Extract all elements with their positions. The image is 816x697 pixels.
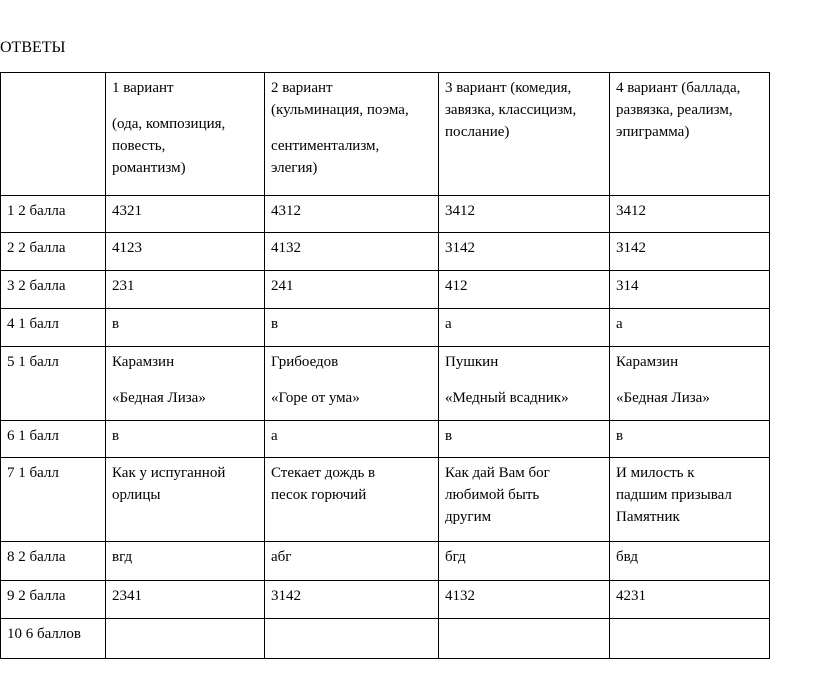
answer-cell — [265, 233, 439, 271]
answer-line: в — [271, 316, 279, 332]
answer-cell — [610, 196, 770, 233]
answer-cell — [439, 347, 610, 421]
row-label: 7 1 балл — [1, 458, 106, 542]
answer-line: 4321 — [112, 203, 142, 219]
answer-line: бвд — [616, 549, 638, 565]
answer-cell — [610, 271, 770, 309]
answer-cell — [610, 309, 770, 347]
answer-cell — [610, 421, 770, 458]
table-row — [1, 233, 770, 271]
answer-cell — [106, 581, 265, 619]
table-row — [1, 347, 770, 421]
answer-cell — [265, 458, 439, 542]
answer-line: любимой быть — [445, 487, 540, 503]
answer-line: в — [112, 428, 120, 444]
header-row — [1, 73, 770, 196]
answer-cell — [610, 458, 770, 542]
answer-line: 3142 — [271, 588, 301, 604]
answer-line: 3412 — [616, 203, 646, 219]
row-label: 2 2 балла — [1, 233, 106, 271]
variant-detail: романтизм) — [112, 160, 186, 176]
variant-detail: (кульминация, поэма, — [271, 102, 409, 118]
answer-cell — [439, 542, 610, 581]
answer-cell — [610, 233, 770, 271]
answer-line: 314 — [616, 278, 639, 294]
variant-name: 1 вариант — [112, 80, 174, 96]
answer-line: «Медный всадник» — [445, 390, 569, 406]
answer-line: 3412 — [445, 203, 475, 219]
table-row — [1, 542, 770, 581]
table-row — [1, 309, 770, 347]
answer-line: Стекает дождь в — [271, 465, 376, 481]
header-variant-4 — [610, 73, 770, 196]
header-variant-1 — [106, 73, 265, 196]
answer-line: 4132 — [445, 588, 475, 604]
table-row — [1, 581, 770, 619]
row-label: 4 1 балл — [1, 309, 106, 347]
answer-line: 3142 — [616, 240, 646, 256]
answer-line: Как у испуганной — [112, 465, 226, 481]
answer-cell — [439, 196, 610, 233]
page-title: ОТВЕТЫ — [0, 39, 66, 56]
table-row — [1, 271, 770, 309]
variant-name: 3 вариант (комедия, — [445, 80, 572, 96]
answer-line: в — [112, 316, 120, 332]
variant-detail: (ода, композиция, — [112, 116, 226, 132]
answer-cell — [265, 271, 439, 309]
answer-line: 2341 — [112, 588, 142, 604]
table-row — [1, 619, 770, 659]
answer-cell — [439, 619, 610, 659]
variant-name: 2 вариант — [271, 80, 333, 96]
variant-detail: элегия) — [271, 160, 318, 176]
header-variant-3 — [439, 73, 610, 196]
table-row — [1, 458, 770, 542]
answer-line: в — [445, 428, 453, 444]
variant-detail: сентиментализм, — [271, 138, 380, 154]
answer-line: Карамзин — [112, 354, 175, 370]
answer-line: вгд — [112, 549, 133, 565]
row-label: 8 2 балла — [1, 542, 106, 581]
answer-cell — [439, 581, 610, 619]
answer-line: песок горючий — [271, 487, 367, 503]
answer-line: 231 — [112, 278, 135, 294]
header-variant-2 — [265, 73, 439, 196]
header-corner-cell — [1, 73, 106, 196]
answer-cell — [610, 581, 770, 619]
answer-line: а — [616, 316, 623, 332]
answer-line: бгд — [445, 549, 466, 565]
answer-line: 4231 — [616, 588, 646, 604]
answer-cell — [610, 542, 770, 581]
row-label: 10 6 баллов — [1, 619, 106, 659]
answer-cell — [265, 421, 439, 458]
answer-cell — [106, 309, 265, 347]
answer-cell — [610, 619, 770, 659]
answer-line: 3142 — [445, 240, 475, 256]
answer-line: а — [445, 316, 452, 332]
row-label: 6 1 балл — [1, 421, 106, 458]
answer-cell — [439, 233, 610, 271]
answer-cell — [106, 233, 265, 271]
answer-line: 4312 — [271, 203, 301, 219]
table-row — [1, 421, 770, 458]
answer-cell — [265, 309, 439, 347]
answer-cell — [439, 271, 610, 309]
row-label: 9 2 балла — [1, 581, 106, 619]
answer-line: Памятник — [616, 509, 680, 525]
answer-line: в — [616, 428, 624, 444]
answer-cell — [106, 542, 265, 581]
answer-line: Как дай Вам бог — [445, 465, 550, 481]
variant-detail: завязка, классицизм, — [445, 102, 577, 118]
answer-line: 412 — [445, 278, 468, 294]
answer-line: другим — [445, 509, 492, 525]
row-label: 1 2 балла — [1, 196, 106, 233]
answer-cell — [439, 421, 610, 458]
answer-line: 241 — [271, 278, 294, 294]
answer-line: «Бедная Лиза» — [616, 390, 710, 406]
answer-line: «Бедная Лиза» — [112, 390, 206, 406]
answer-cell — [439, 458, 610, 542]
answer-line: Пушкин — [445, 354, 499, 370]
row-label: 5 1 балл — [1, 347, 106, 421]
answer-line: абг — [271, 549, 292, 565]
variant-detail: эпиграмма) — [616, 124, 690, 140]
answer-cell — [106, 619, 265, 659]
answer-cell — [265, 347, 439, 421]
answer-line: а — [271, 428, 278, 444]
answer-line: 4132 — [271, 240, 301, 256]
answer-line: «Горе от ума» — [271, 390, 360, 406]
variant-detail: повесть, — [112, 138, 166, 154]
answer-cell — [265, 196, 439, 233]
answer-line: И милость к — [616, 465, 695, 481]
variant-name: 4 вариант (баллада, — [616, 80, 741, 96]
answer-cell — [106, 347, 265, 421]
table-row — [1, 196, 770, 233]
answer-cell — [106, 196, 265, 233]
answer-cell — [265, 619, 439, 659]
answer-cell — [265, 542, 439, 581]
answer-line: падшим призывал — [616, 487, 732, 503]
answer-cell — [610, 347, 770, 421]
row-label: 3 2 балла — [1, 271, 106, 309]
answers-table — [0, 72, 770, 659]
answer-line: 4123 — [112, 240, 142, 256]
answer-cell — [106, 271, 265, 309]
variant-detail: послание) — [445, 124, 510, 140]
answer-line: Карамзин — [616, 354, 679, 370]
answer-cell — [106, 421, 265, 458]
answer-line: Грибоедов — [271, 354, 339, 370]
answer-line: орлицы — [112, 487, 161, 503]
answer-cell — [439, 309, 610, 347]
answer-cell — [106, 458, 265, 542]
answer-cell — [265, 581, 439, 619]
variant-detail: развязка, реализм, — [616, 102, 733, 118]
